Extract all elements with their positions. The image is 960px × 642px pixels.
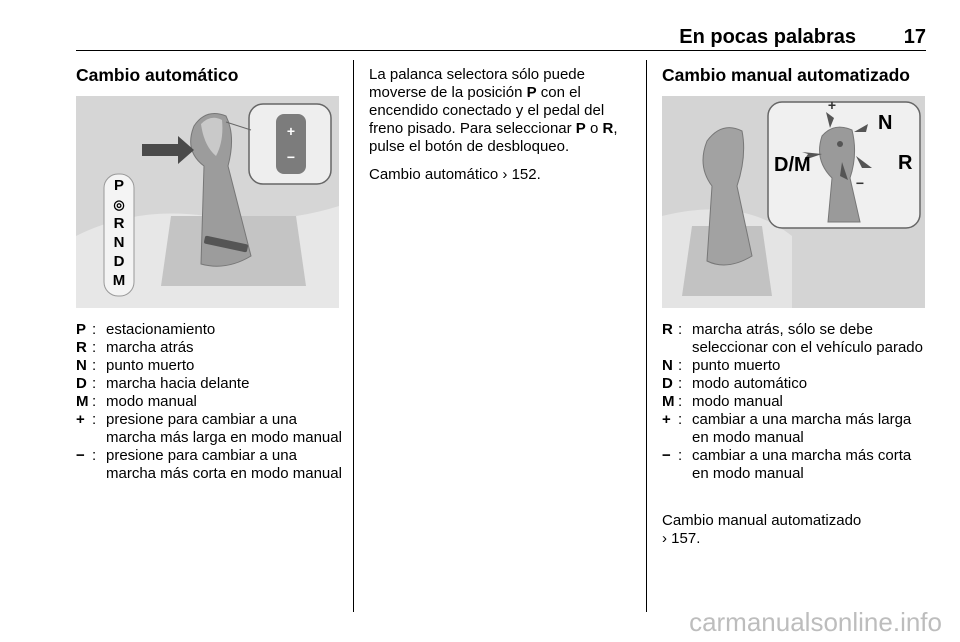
svg-text:−: − bbox=[855, 175, 865, 191]
list-item: + : presione para cambiar a una marcha más larga en modo manual bbox=[76, 411, 342, 446]
list-item: R : marcha atrás bbox=[76, 339, 194, 356]
gear-position-labels bbox=[104, 176, 134, 290]
page-reference-icon: › bbox=[502, 166, 508, 183]
left-heading: Cambio automático bbox=[76, 65, 239, 85]
left-column bbox=[76, 64, 342, 86]
list-item: − : presione para cambiar a una marcha más corta en modo manual bbox=[76, 447, 342, 482]
column-divider-1 bbox=[353, 60, 354, 612]
list-item: P : estacionamiento bbox=[76, 321, 216, 338]
watermark: carmanualsonline.info bbox=[689, 607, 942, 637]
right-cross-reference[interactable]: Cambio manual automatizado › 157. bbox=[662, 512, 862, 547]
label-dm: D/M bbox=[774, 154, 811, 176]
gear-label-n: N bbox=[113, 234, 125, 251]
automatic-shifter-illustration bbox=[76, 96, 339, 308]
list-item: N : punto muerto bbox=[76, 357, 195, 374]
right-column bbox=[662, 64, 932, 86]
label-r: R bbox=[898, 152, 913, 174]
middle-column bbox=[369, 66, 639, 184]
list-item: D : marcha hacia delante bbox=[76, 375, 250, 392]
list-item: M : modo manual bbox=[662, 393, 783, 410]
gear-label-d: D bbox=[113, 253, 125, 270]
header-rule bbox=[76, 50, 926, 51]
section-title: En pocas palabras bbox=[679, 26, 856, 48]
automated-manual-shifter-illustration bbox=[662, 96, 925, 308]
svg-text:+: + bbox=[827, 97, 837, 113]
list-item: − : cambiar a una marcha más corta en modo manual bbox=[662, 447, 912, 482]
svg-text:+: + bbox=[286, 123, 296, 139]
right-definition-list bbox=[662, 321, 928, 483]
right-heading: Cambio manual automatizado bbox=[662, 65, 910, 85]
gear-label-r: R bbox=[113, 215, 125, 232]
left-definition-list bbox=[76, 321, 346, 483]
list-item: + : cambiar a una marcha más larga en modo manual bbox=[662, 411, 912, 446]
gear-label-p: P bbox=[113, 177, 124, 194]
list-item: M : modo manual bbox=[76, 393, 197, 410]
page-number: 17 bbox=[903, 26, 926, 48]
list-item: R : marcha atrás, sólo se debe seleccionar con el vehículo parado bbox=[662, 321, 923, 356]
unlock-instructions: La palanca selectora sólo puede moverse de la posición P con el encendido conectado y el pedal del freno pisado. Para seleccionar P o R, pulse el botón de desbloqueo. bbox=[369, 66, 618, 155]
svg-text:−: − bbox=[286, 149, 296, 165]
label-n: N bbox=[878, 112, 893, 134]
cross-reference[interactable]: Cambio automático › 152. bbox=[369, 166, 541, 183]
gear-label-m: M bbox=[112, 272, 126, 289]
page-header bbox=[76, 26, 926, 50]
lock-icon: ◎ bbox=[113, 197, 125, 212]
list-item: D : modo automático bbox=[662, 375, 808, 392]
column-divider-2 bbox=[646, 60, 647, 612]
list-item: N : punto muerto bbox=[662, 357, 781, 374]
page-reference-icon: › bbox=[662, 530, 667, 547]
